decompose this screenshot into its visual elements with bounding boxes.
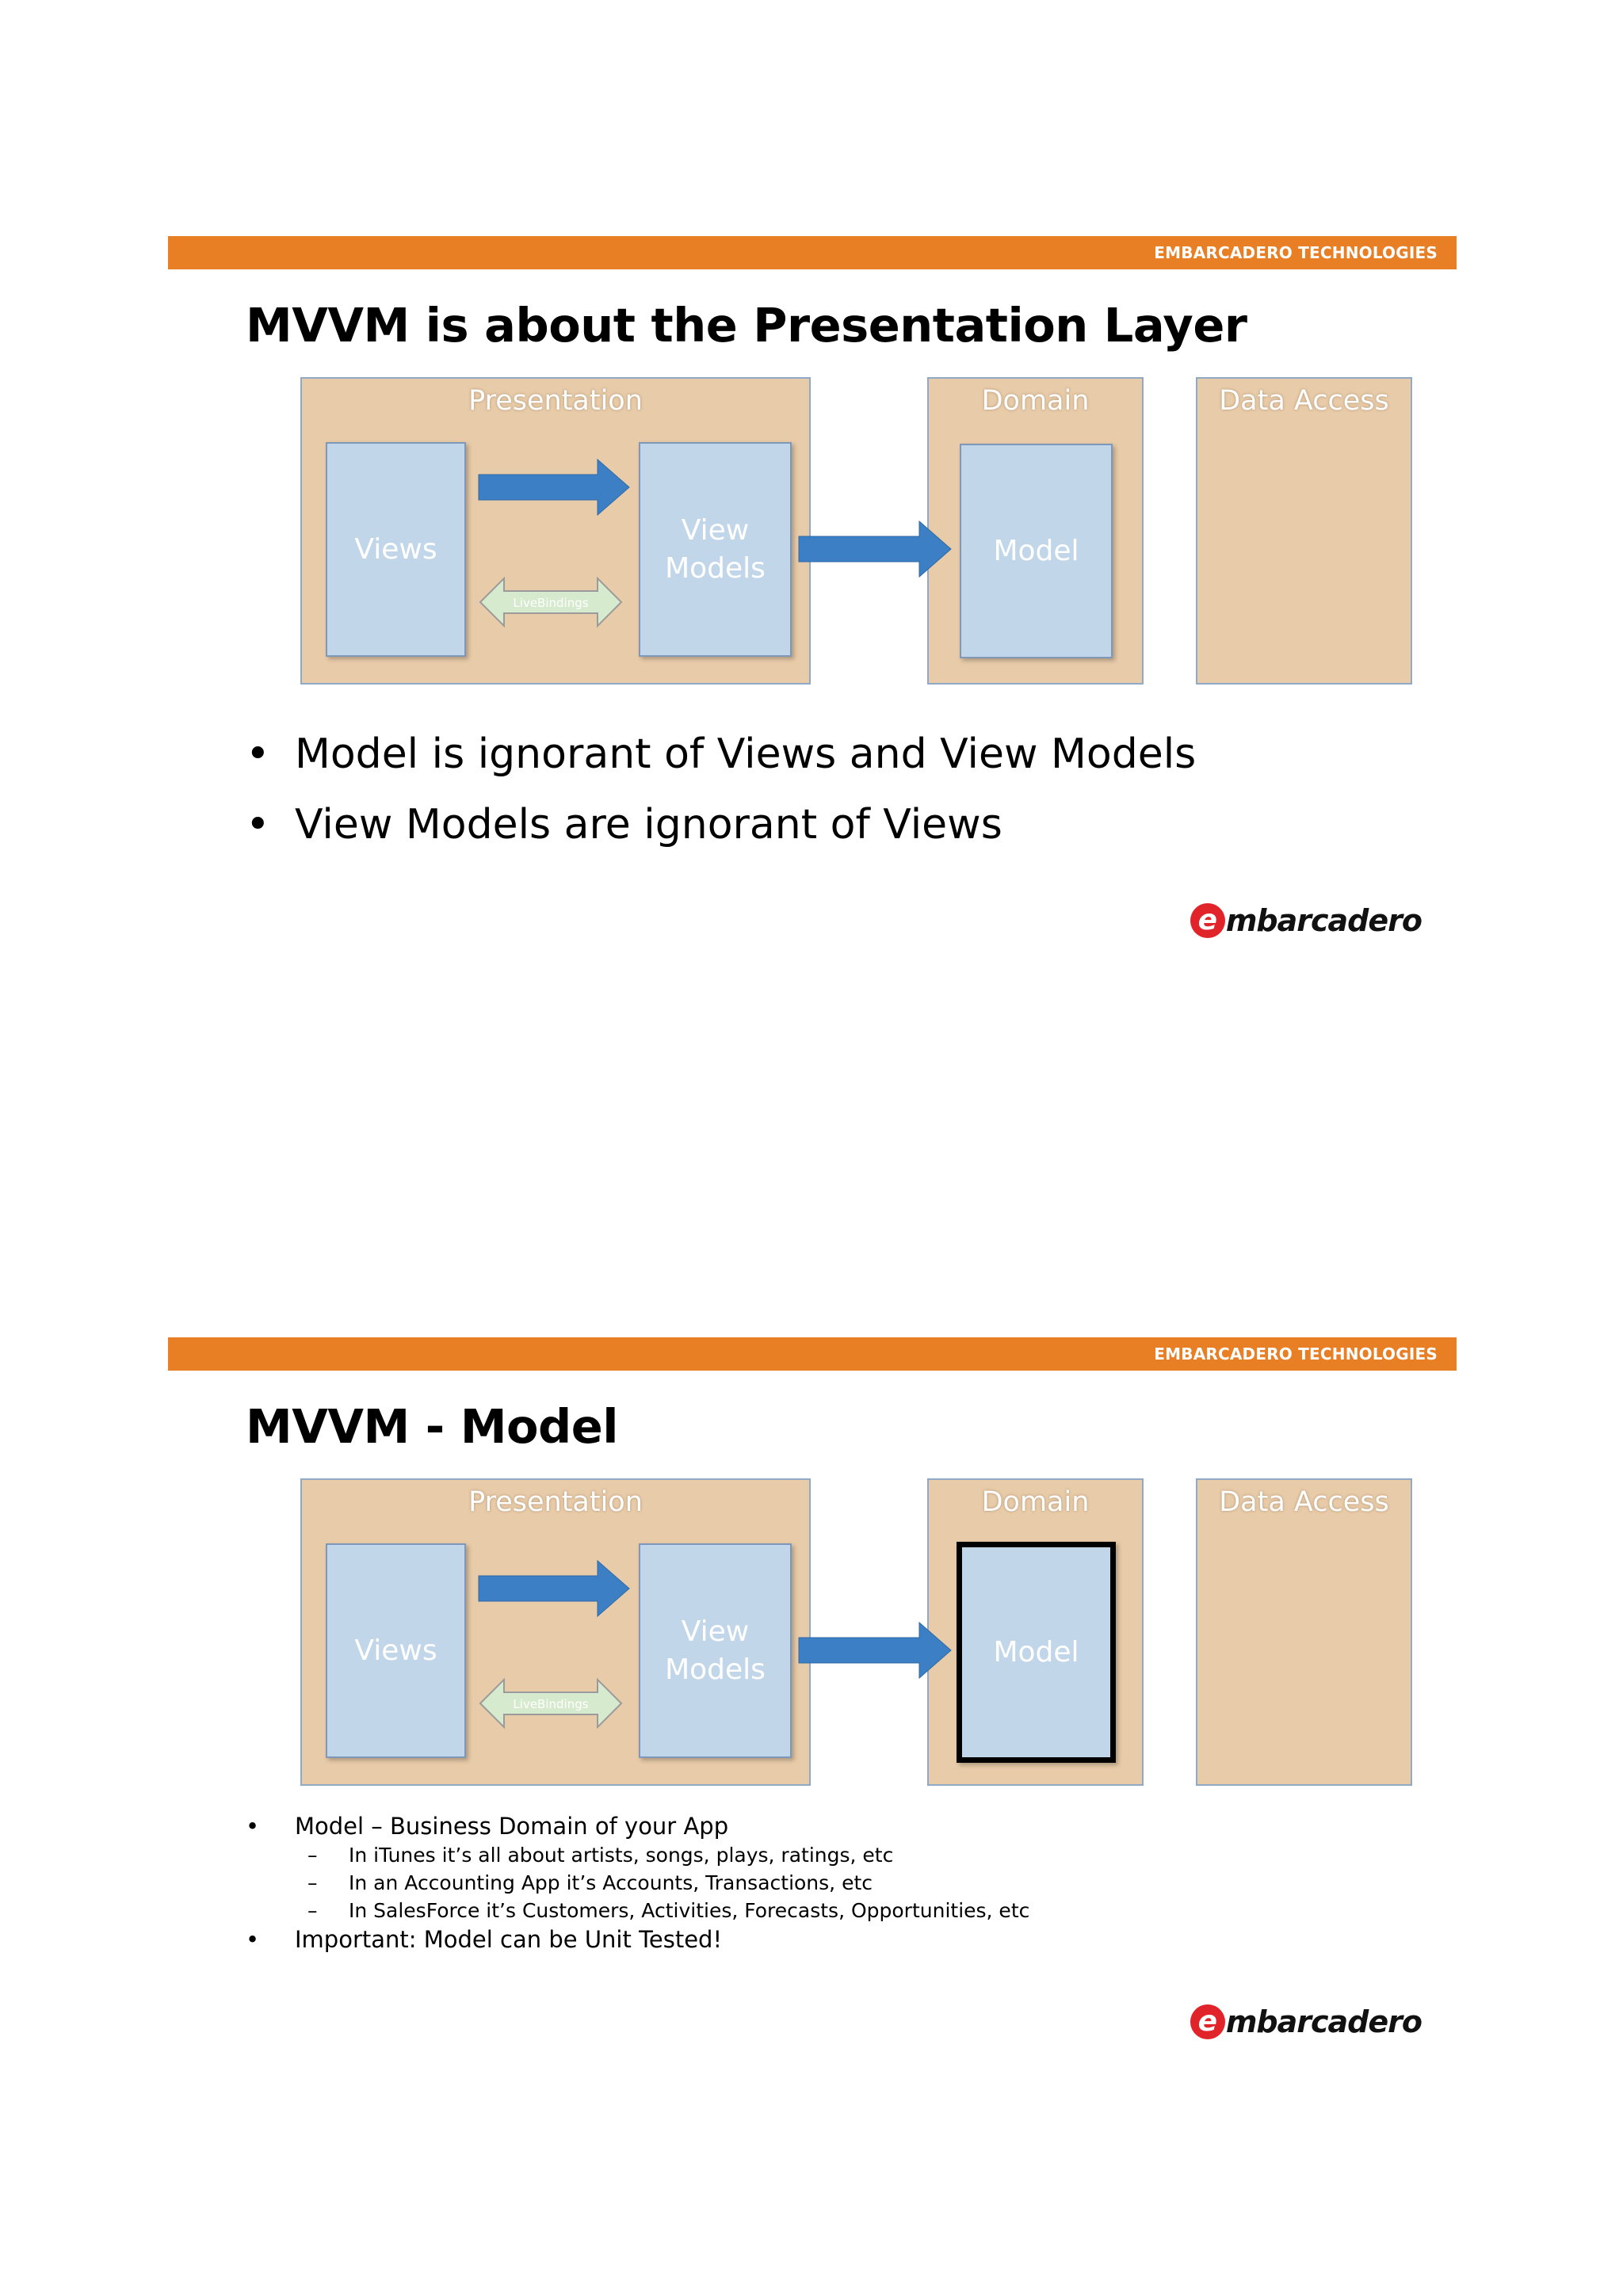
viewmodels-to-model-arrow <box>799 1623 951 1678</box>
views-box <box>326 442 466 657</box>
dash-glyph: – <box>307 1899 318 1922</box>
livebindings-label: LiveBindings <box>513 1697 589 1711</box>
bullet-item <box>246 1811 1029 1924</box>
views-box <box>326 1543 466 1758</box>
presentation-layer-label: Presentation <box>468 385 643 417</box>
bullet-text: View Models are ignorant of Views <box>295 801 1002 849</box>
header-company-label: EMBARCADERO TECHNOLOGIES <box>1154 1344 1438 1363</box>
view-models-box <box>639 1543 792 1758</box>
bullet-item <box>246 790 1196 860</box>
bullet-glyph: • <box>246 801 270 849</box>
slide-title: MVVM is about the Presentation Layer <box>246 298 1247 353</box>
bullet-text: Important: Model can be Unit Tested! <box>295 1926 723 1953</box>
sub-bullet-list <box>295 1841 1029 1924</box>
domain-layer-label: Domain <box>981 1486 1090 1518</box>
sub-bullet-text: In SalesForce it’s Customers, Activities, Forecasts, Opportunities, etc <box>349 1899 1030 1922</box>
model-box-label: Model <box>993 1635 1079 1669</box>
bullet-list <box>246 1811 1029 1955</box>
bullet-text: Model – Business Domain of your App <box>295 1813 729 1840</box>
presentation-layer-label: Presentation <box>468 1486 643 1518</box>
bullet-glyph: • <box>246 730 270 778</box>
embarcadero-logo <box>1190 2001 1422 2042</box>
logo-e-mark: e <box>1190 2004 1225 2039</box>
dash-glyph: – <box>307 1844 318 1867</box>
views-to-viewmodels-arrow <box>479 460 629 515</box>
sub-bullet-item <box>295 1869 1029 1897</box>
slide-title: MVVM - Model <box>246 1399 619 1454</box>
embarcadero-logo <box>1190 900 1422 941</box>
bullet-item <box>246 1924 1029 1955</box>
view-models-box-label: View Models <box>665 513 766 585</box>
bullet-text: Model is ignorant of Views and View Models <box>295 730 1197 778</box>
views-to-viewmodels-arrow <box>479 1561 629 1616</box>
logo-wordmark: mbarcadero <box>1225 2004 1422 2039</box>
header-company-label: EMBARCADERO TECHNOLOGIES <box>1154 243 1438 262</box>
model-box-label: Model <box>993 534 1079 567</box>
data-access-layer-label: Data Access <box>1219 385 1389 417</box>
livebindings-arrow <box>480 1680 621 1727</box>
model-box <box>960 444 1113 658</box>
sub-bullet-text: In iTunes it’s all about artists, songs, plays, ratings, etc <box>349 1844 894 1867</box>
bullet-glyph: • <box>246 1813 260 1840</box>
sub-bullet-item <box>295 1897 1029 1924</box>
livebindings-label: LiveBindings <box>513 596 589 610</box>
domain-layer-label: Domain <box>981 385 1090 417</box>
views-box-label: Views <box>354 532 437 566</box>
bullet-item <box>246 719 1196 790</box>
views-box-label: Views <box>354 1634 437 1667</box>
dash-glyph: – <box>307 1871 318 1894</box>
data-access-layer <box>1196 377 1412 685</box>
slide-mvvm-model <box>168 1337 1457 2050</box>
sub-bullet-item <box>295 1841 1029 1869</box>
data-access-layer-label: Data Access <box>1219 1486 1389 1518</box>
livebindings-arrow <box>480 578 621 626</box>
bullet-list <box>246 719 1196 860</box>
bullet-glyph: • <box>246 1926 260 1953</box>
view-models-box <box>639 442 792 657</box>
view-models-box-label: View Models <box>665 1615 766 1686</box>
slide-presentation-layer <box>168 236 1457 949</box>
model-box-highlighted <box>957 1542 1116 1763</box>
header-bar <box>168 236 1457 269</box>
data-access-layer <box>1196 1478 1412 1786</box>
sub-bullet-text: In an Accounting App it’s Accounts, Transactions, etc <box>349 1871 873 1894</box>
header-bar <box>168 1337 1457 1371</box>
viewmodels-to-model-arrow <box>799 521 951 577</box>
logo-e-mark: e <box>1190 903 1225 938</box>
logo-wordmark: mbarcadero <box>1225 903 1422 938</box>
